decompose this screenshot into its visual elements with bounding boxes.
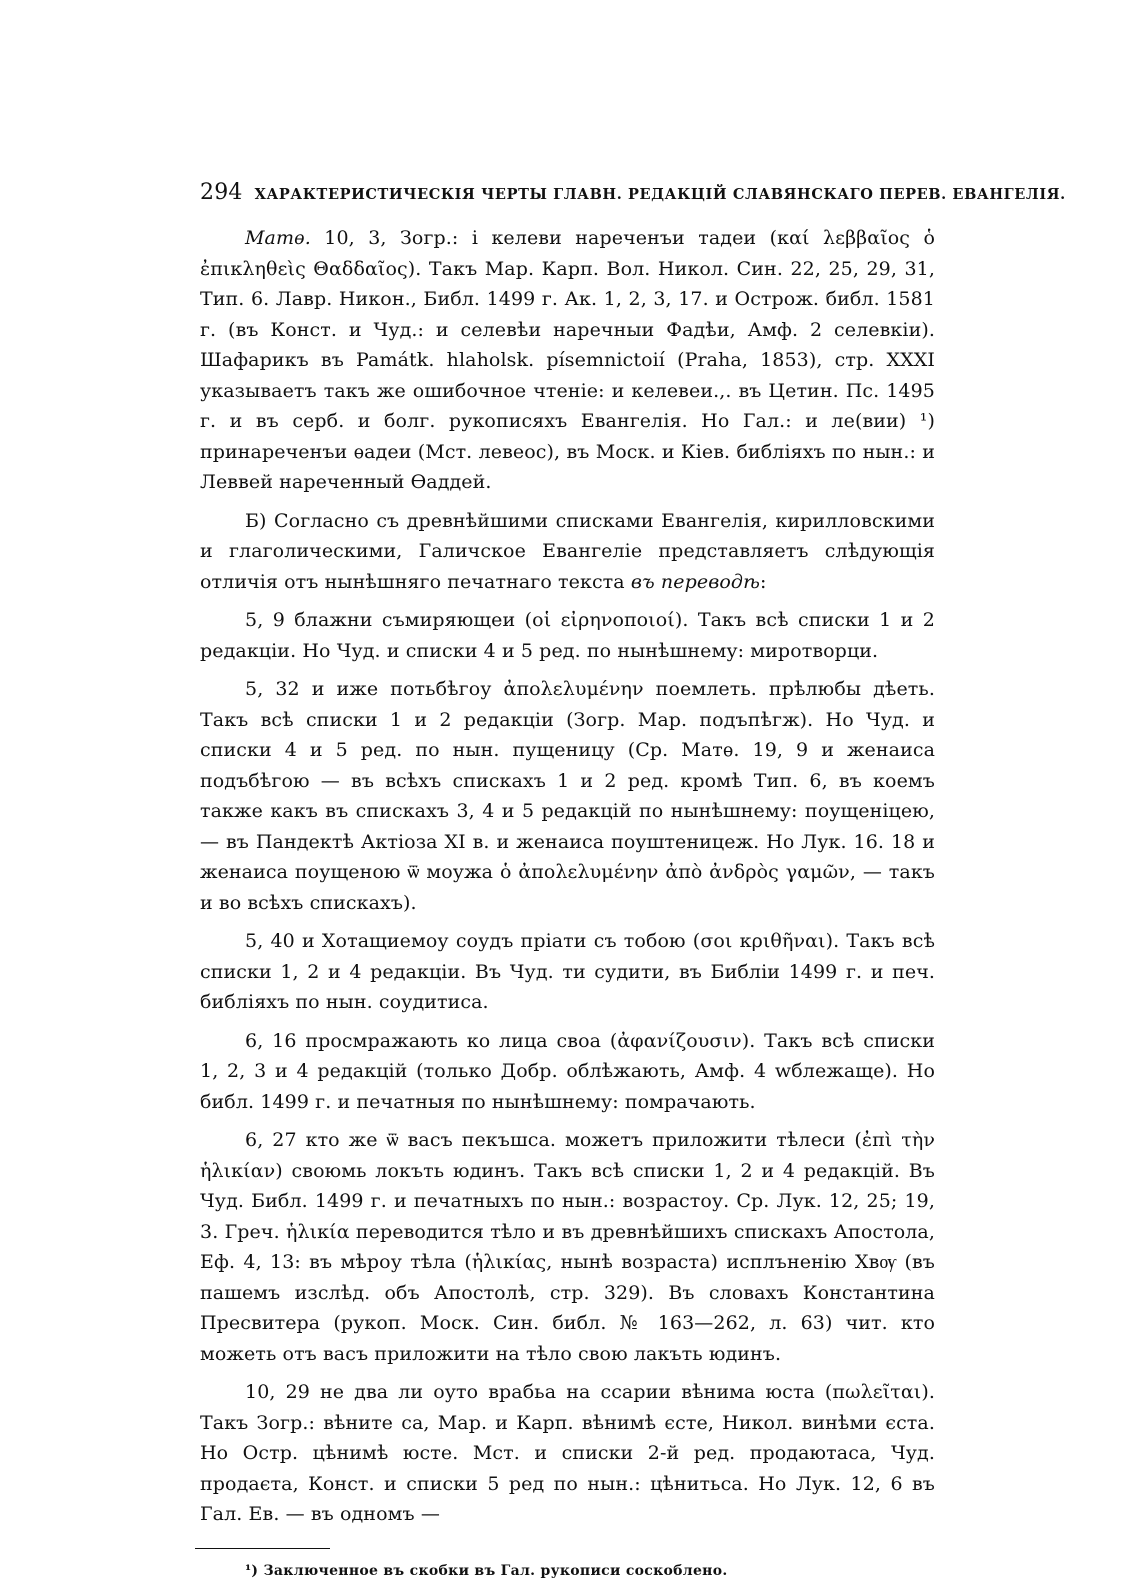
paragraph-text: 10, 29 не два ли оуто врабьа на ссарии вѣнима юста (πωλεῖται). Такъ Зогр.: вѣните са, Мар. и Карп. вѣнимѣ єсте, Никол. винѣми єста. Но Остр. цѣнимѣ юсте. Мст. и списки 2-й ред. продаютаса, Чуд. продаєта, Конст. и списки 5 ред по нын.: цѣнитьса. Но Лук. 12, 6 въ Гал. Ев. — въ одномъ — xyxy=(200,1381,935,1525)
footnote-divider xyxy=(195,1548,330,1549)
paragraph-text: 5, 40 и Хотащиемоу соудъ пріати съ тобою (σοι κριθῆναι). Такъ всѣ списки 1, 2 и 4 редакціи. Въ Чуд. ти судити, въ Библіи 1499 г. и печ. библіяхъ по нын. соудитиса. xyxy=(200,930,935,1013)
paragraph-verse-10-29 xyxy=(200,1377,935,1530)
paragraph-verse-5-9 xyxy=(200,605,935,666)
paragraph-tail: : xyxy=(759,570,767,593)
paragraph-verse-5-40 xyxy=(200,926,935,1018)
paragraph-verse-6-27 xyxy=(200,1125,935,1369)
book-page xyxy=(200,180,1066,1579)
paragraph-lead: Матѳ. xyxy=(245,227,311,249)
paragraph-section-b xyxy=(200,506,935,598)
paragraph-text: 10, 3, Зогр.: і келеви нареченъи тадеи (καί λεββαῖος ὁ ἐπικληθεὶς Θαδδαῖος). Такъ Мар. Карп. Вол. Никол. Син. 22, 25, 29, 31, Тип. 6. Лавр. Никон., Библ. 1499 г. Ак. 1, 2, 3, 17. и Острож. библ. 1581 г. (въ Конст. и Чуд.: и селевѣи наречныи Фадѣи, Амф. 2 селевкіи). Шафарикъ въ Památk. hlaholsk. písemnictoií (Praha, 1853), стр. XXXI указываетъ такъ же ошибочное чтеніе: и келевеи.,. въ Цетин. Пс. 1495 г. и въ серб. и болг. рукописяхъ Евангелія. Но Гал.: и ле(вии) ¹) принареченъи ѳадеи (Мст. левеос), въ Моск. и Кіев. библіяхъ по нын.: и Леввей нареченный Ѳаддей. xyxy=(200,227,935,493)
paragraph-verse-6-16 xyxy=(200,1026,935,1118)
paragraph-text: 5, 9 блажни съмиряющеи (οἱ εἰρηνοποιοί). Такъ всѣ списки 1 и 2 редакціи. Но Чуд. и списки 4 и 5 ред. по нынѣшнему: миротворци. xyxy=(200,609,935,662)
paragraph-verse-5-32 xyxy=(200,674,935,918)
paragraph-text: Б) Согласно съ древнѣйшими списками Евангелія, кирилловскими и глаголическими, Галичское Евангеліе представляетъ слѣдующія отличія отъ нынѣшняго печатнаго текста xyxy=(200,509,935,593)
paragraph-text: 6, 16 просмражають ко лица своа (ἀφανίζουσιν). Такъ всѣ списки 1, 2, 3 и 4 редакцій (только Добр. облѣжають, Амф. 4 wблежаще). Но библ. 1499 г. и печатныя по нынѣшнему: помрачають. xyxy=(200,1029,935,1113)
header-title: ХАРАКТЕРИСТИЧЕСКІЯ ЧЕРТЫ ГЛАВН. РЕДАКЦІЙ СЛАВЯНСКАГО ПЕРЕВ. ЕВАНГЕЛІЯ. xyxy=(254,186,1066,203)
footnote: ¹) Заключенное въ скобки въ Гал. рукописи соскоблено. xyxy=(245,1562,728,1579)
paragraph-italic-phrase: въ переводѣ xyxy=(630,570,760,593)
page-number: 294 xyxy=(200,180,243,205)
paragraph-matthew-10-3 xyxy=(200,223,935,498)
paragraph-text: 5, 32 и иже потьбѣгоу ἀπολελυμένην поемлеть. прѣлюбы дѣеть. Такъ всѣ списки 1 и 2 редакціи (Зогр. Мар. подъпѣгж). Но Чуд. и списки 4 и 5 ред. по нын. пущеницу (Ср. Матѳ. 19, 9 и женаиса подъбѣгою — въ всѣхъ спискахъ 1 и 2 ред. кромѣ Тип. 6, въ коемъ также какъ въ спискахъ 3, 4 и 5 редакцій по нынѣшнему: поущеніцею, — въ Пандектѣ Актіоза XI в. и женаиса поуштеницеж. Но Лук. 16. 18 и женаиса поущеною ѿ моужа ὁ ἀπολελυμένην ἀπὸ ἀνδρὸς γαμῶν, — такъ и во всѣхъ спискахъ). xyxy=(200,678,935,914)
running-header xyxy=(200,180,1066,205)
paragraph-text: 6, 27 кто же ѿ васъ пекъшса. можетъ приложити тѣлеси (ἐπὶ τὴν ἡλικίαν) своюмь локъть юдинъ. Такъ всѣ списки 1, 2 и 4 редакцій. Въ Чуд. Библ. 1499 г. и печатныхъ по нын.: возрастоу. Ср. Лук. 12, 25; 19, 3. Греч. ἡλικία переводится тѣло и въ древнѣйшихъ спискахъ Апостола, Еф. 4, 13: въ мѣроу тѣла (ἡλικίας, нынѣ возраста) исплъненію Хвѹ (въ пашемъ изслѣд. объ Апостолѣ, стр. 329). Въ словахъ Константина Пресвитера (рукоп. Моск. Син. библ. № 163—262, л. 63) чит. кто можеть отъ васъ приложити на тѣло свою лакъть юдинъ. xyxy=(200,1129,935,1365)
